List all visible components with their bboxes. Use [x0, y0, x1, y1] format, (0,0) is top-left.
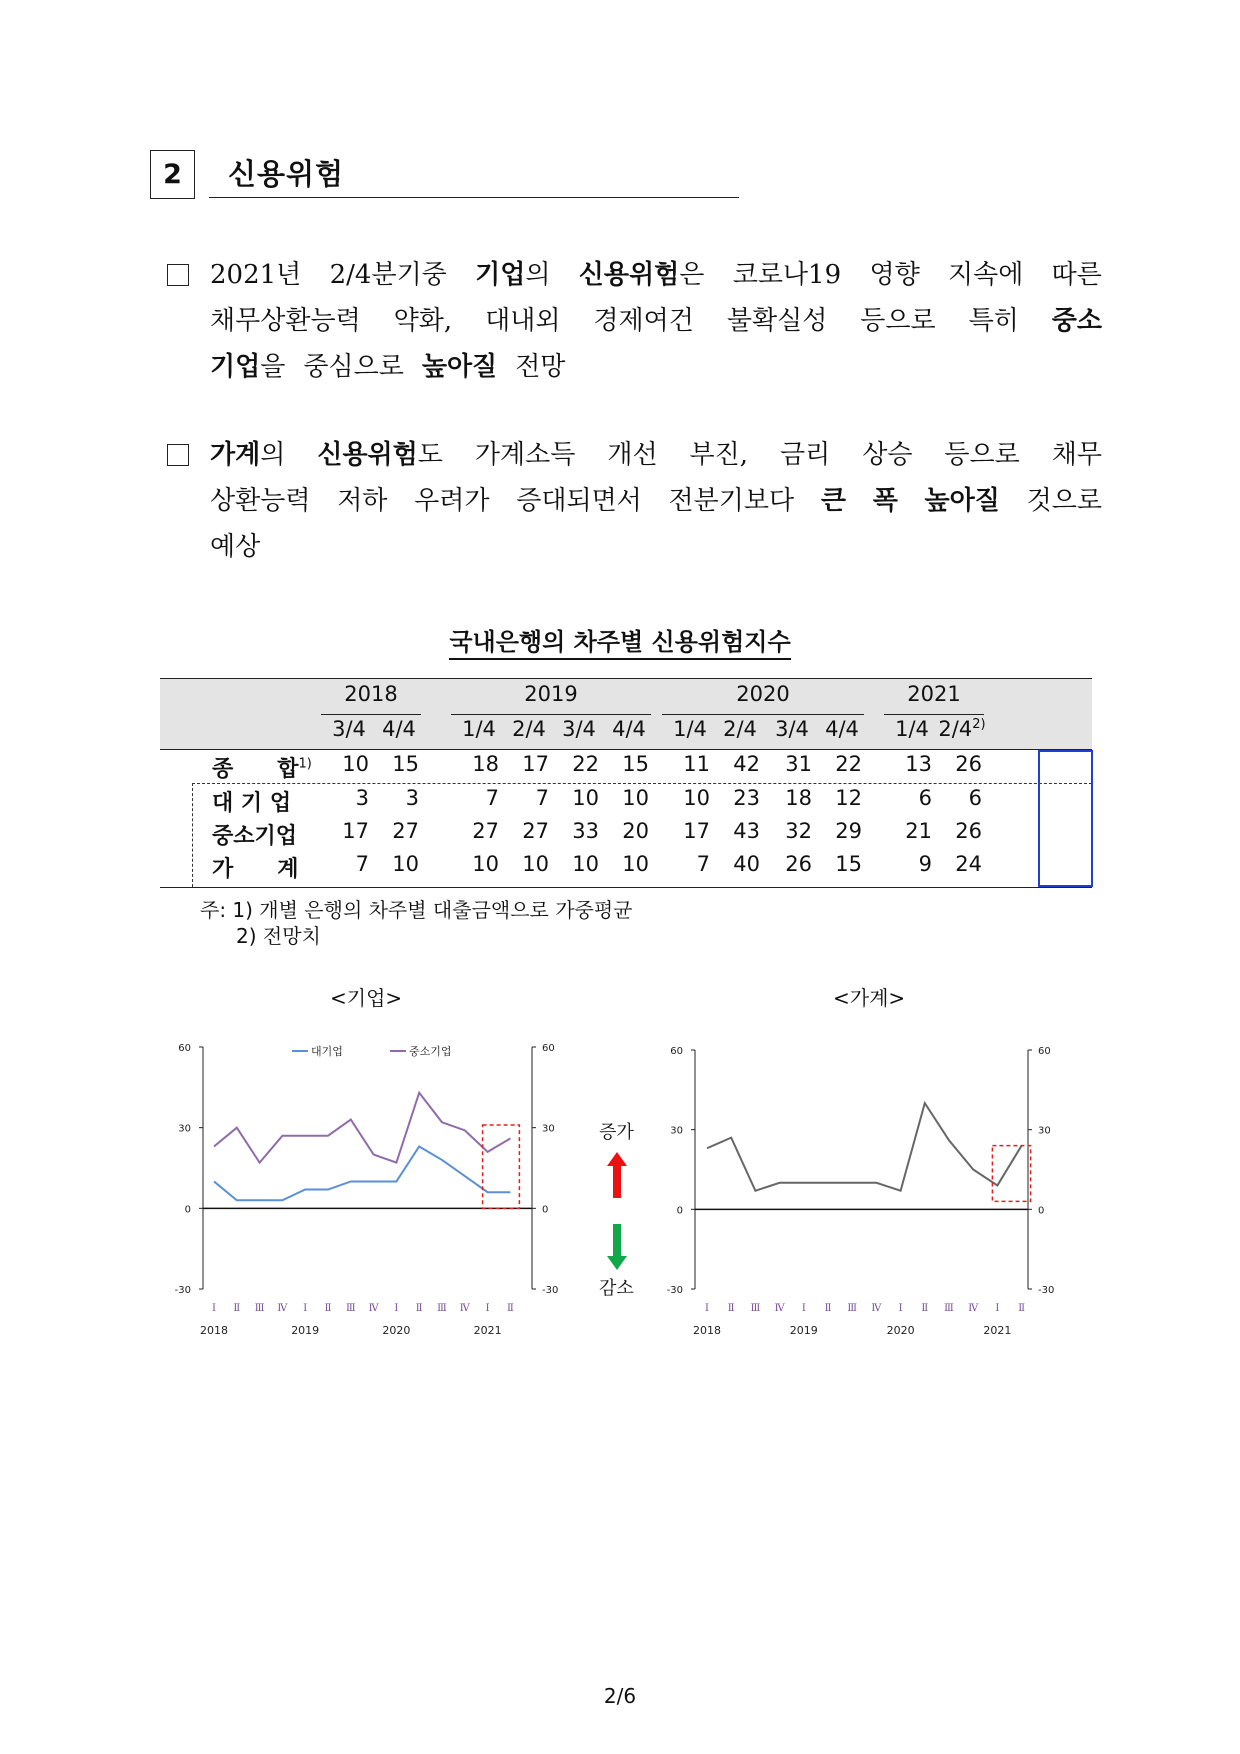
year-tick-label: 2019	[291, 1324, 320, 1337]
corporate-chart	[160, 1035, 560, 1355]
decrease-label: 감소	[599, 1278, 634, 1299]
paragraph-corporate	[167, 252, 1102, 390]
forecast-highlight-box	[1038, 750, 1093, 887]
paragraph-word: 가계의	[210, 440, 286, 470]
table-cell: 13	[905, 752, 932, 776]
quarter-header: 2/4	[512, 717, 546, 741]
series-line-household	[707, 1103, 1022, 1191]
quarter-tick-label: Ⅰ	[705, 1303, 709, 1314]
y-tick-label-right: 60	[542, 1043, 555, 1054]
table-cell: 15	[392, 752, 419, 776]
paragraph-word: 우려가	[414, 486, 490, 516]
table-cell: 27	[522, 819, 549, 843]
paragraph-word: 폭	[872, 486, 898, 516]
quarter-header: 4/4	[825, 717, 859, 741]
quarter-tick-label: Ⅰ	[303, 1303, 308, 1314]
table-note-1: 주: 1) 개별 은행의 차주별 대출금액으로 가중평균	[200, 898, 633, 922]
paragraph-word: 경제여건	[593, 306, 694, 336]
table-cell: 17	[683, 819, 710, 843]
paragraph-word: 금리	[780, 440, 831, 470]
quarter-tick-label: Ⅰ	[801, 1303, 806, 1314]
table-cell: 7	[696, 852, 710, 876]
table-cell: 3	[355, 786, 369, 810]
table-cell: 43	[733, 819, 760, 843]
y-tick-label-right: 0	[542, 1204, 549, 1216]
row-label: 종 합$^{1)}$	[212, 756, 312, 782]
paragraph-word: 대내외	[485, 306, 561, 336]
paragraph-word: 부진,	[689, 440, 749, 470]
y-tick-label-left: 0	[676, 1205, 683, 1217]
table-cell: 23	[733, 786, 760, 810]
chart-title-corporate: <기업>	[330, 986, 403, 1010]
quarter-header: 2/4$^{2)}$	[938, 717, 986, 741]
year-tick-label: 2021	[983, 1324, 1012, 1337]
table-cell: 6	[918, 786, 932, 810]
table-cell: 33	[572, 819, 599, 843]
paragraph-word: 코로나19	[732, 260, 842, 290]
paragraph-word: 영향	[869, 260, 920, 290]
table-cell: 10	[683, 786, 710, 810]
table-cell: 10	[572, 852, 599, 876]
table-cell: 21	[905, 819, 932, 843]
table-cell: 42	[733, 752, 760, 776]
paragraph-word: 채무상환능력	[210, 306, 361, 336]
paragraph-word: 상환능력	[210, 486, 311, 516]
y-tick-label-right: -30	[542, 1285, 559, 1296]
quarter-tick-label: Ⅱ	[824, 1303, 832, 1314]
table-cell: 6	[968, 786, 982, 810]
series-line-중소기업	[214, 1093, 510, 1163]
paragraph-word: 증대되면서	[516, 486, 642, 516]
quarter-tick-label: Ⅰ	[485, 1303, 490, 1314]
table-cell: 10	[392, 852, 419, 876]
quarter-tick-label: Ⅳ	[277, 1303, 288, 1314]
table-cell: 15	[835, 852, 862, 876]
paragraph-line	[167, 432, 1102, 478]
table-cell: 15	[622, 752, 649, 776]
quarter-tick-label: Ⅳ	[871, 1303, 882, 1314]
checkbox-bullet-icon	[167, 444, 189, 466]
paragraph-household	[167, 432, 1102, 570]
checkbox-bullet-icon	[167, 264, 189, 286]
table-cell: 7	[355, 852, 369, 876]
forecast-highlight-box	[992, 1146, 1030, 1202]
year-underline	[662, 714, 864, 715]
table-header-rule	[160, 749, 1092, 750]
section-underline	[209, 197, 739, 198]
table-cell: 17	[522, 752, 549, 776]
paragraph-line	[167, 524, 1102, 570]
table-cell: 27	[472, 819, 499, 843]
quarter-tick-label: Ⅳ	[459, 1303, 470, 1314]
quarter-header: 4/4	[612, 717, 646, 741]
row-label: 대 기 업	[212, 791, 292, 816]
table-cell: 10	[472, 852, 499, 876]
quarter-tick-label: Ⅱ	[415, 1303, 423, 1314]
quarter-tick-label: Ⅰ	[394, 1303, 399, 1314]
quarter-tick-label: Ⅳ	[968, 1303, 979, 1314]
table-cell: 26	[955, 819, 982, 843]
table-cell: 22	[835, 752, 862, 776]
table-note-2: 2) 전망치	[236, 924, 321, 948]
paragraph-word: 기업을	[210, 352, 286, 382]
y-tick-label-left: 30	[670, 1125, 683, 1137]
paragraph-word: 불확실성	[726, 306, 828, 336]
table-title	[0, 622, 1240, 657]
paragraph-word: 큰	[820, 486, 846, 516]
y-tick-label-left: 60	[178, 1043, 191, 1054]
table-cell: 24	[955, 852, 982, 876]
quarter-tick-label: Ⅰ	[898, 1303, 903, 1314]
year-underline	[884, 714, 984, 715]
table-bottom-rule	[160, 887, 1092, 888]
year-header: 2019	[524, 682, 578, 706]
chart-title-household: <가계>	[833, 986, 906, 1010]
table-cell: 9	[918, 852, 932, 876]
forecast-highlight-box	[483, 1125, 520, 1208]
row-label: 중소기업	[212, 824, 298, 849]
quarter-header: 4/4	[382, 717, 416, 741]
paragraph-word: 특히	[968, 306, 1019, 336]
table-cell: 10	[622, 786, 649, 810]
quarter-tick-label: Ⅲ	[750, 1303, 761, 1314]
quarter-tick-label: Ⅰ	[212, 1303, 216, 1314]
table-cell: 10	[622, 852, 649, 876]
quarter-tick-label: Ⅱ	[1018, 1303, 1025, 1314]
paragraph-word: 중소	[1051, 306, 1102, 336]
quarter-tick-label: Ⅳ	[774, 1303, 785, 1314]
table-cell: 26	[785, 852, 812, 876]
paragraph-word: 2/4분기중	[329, 260, 447, 290]
y-tick-label-left: 0	[184, 1204, 191, 1216]
table-cell: 7	[535, 786, 549, 810]
table-cell: 7	[485, 786, 499, 810]
paragraph-word: 등으로	[944, 440, 1020, 470]
quarter-tick-label: Ⅲ	[345, 1303, 356, 1314]
quarter-header: 3/4	[562, 717, 596, 741]
paragraph-line	[167, 252, 1102, 298]
year-underline	[321, 714, 421, 715]
paragraph-word: 2021년	[210, 260, 302, 290]
legend-label: 대기업	[311, 1045, 343, 1058]
quarter-tick-label: Ⅳ	[368, 1303, 379, 1314]
table-cell: 18	[472, 752, 499, 776]
paragraph-word: 예상	[210, 532, 261, 562]
paragraph-word: 높아질	[421, 352, 498, 382]
quarter-header: 3/4	[775, 717, 809, 741]
year-tick-label: 2020	[886, 1324, 915, 1337]
table-cell: 10	[572, 786, 599, 810]
paragraph-word: 채무	[1051, 440, 1102, 470]
paragraph-word: 가계소득	[474, 440, 576, 470]
table-cell: 32	[785, 819, 812, 843]
legend-label: 중소기업	[409, 1045, 452, 1058]
paragraph-word: 높아질	[924, 486, 1000, 516]
y-tick-label-right: 30	[1038, 1125, 1051, 1137]
household-chart	[655, 1040, 1075, 1355]
table-cell: 10	[522, 852, 549, 876]
table-cell: 22	[572, 752, 599, 776]
quarter-tick-label: Ⅱ	[233, 1303, 241, 1314]
year-underline	[451, 714, 651, 715]
corporate-chart-plot	[175, 1043, 559, 1337]
credit-risk-table	[160, 678, 1092, 888]
increase-label: 증가	[599, 1122, 634, 1143]
footnote-marker: 2)	[972, 717, 986, 732]
table-cell: 29	[835, 819, 862, 843]
quarter-header: 3/4	[332, 717, 366, 741]
down-arrow-icon	[605, 1222, 629, 1272]
year-tick-label: 2021	[473, 1324, 502, 1337]
series-line-대기업	[214, 1146, 510, 1200]
quarter-tick-label: Ⅲ	[847, 1303, 858, 1314]
table-cell: 10	[342, 752, 369, 776]
paragraph-word: 기업의	[475, 260, 551, 290]
table-cell: 31	[785, 752, 812, 776]
quarter-tick-label: Ⅲ	[944, 1303, 954, 1314]
paragraph-line	[167, 478, 1102, 524]
table-top-rule	[160, 678, 1092, 679]
quarter-tick-label: Ⅱ	[921, 1303, 929, 1314]
quarter-tick-label: Ⅱ	[324, 1303, 332, 1314]
paragraph-word: 신용위험은	[578, 260, 705, 290]
y-tick-label-right: 60	[1038, 1046, 1051, 1057]
y-tick-label-left: -30	[174, 1285, 191, 1296]
paragraph-word: 중심으로	[303, 352, 404, 382]
table-cell: 40	[733, 852, 760, 876]
paragraph-word: 지속에	[948, 260, 1024, 290]
quarter-tick-label: Ⅱ	[507, 1303, 514, 1314]
y-tick-label-right: 0	[1038, 1205, 1045, 1217]
paragraph-line	[167, 344, 1102, 390]
quarter-header: 2/4	[723, 717, 757, 741]
paragraph-word: 개선	[607, 440, 658, 470]
quarter-header: 1/4	[895, 717, 929, 741]
year-header: 2018	[344, 682, 398, 706]
year-tick-label: 2018	[200, 1324, 228, 1337]
quarter-tick-label: Ⅱ	[727, 1303, 735, 1314]
table-title-text: 국내은행의 차주별 신용위험지수	[449, 628, 790, 660]
paragraph-line	[167, 298, 1102, 344]
paragraph-word: 전망	[515, 352, 566, 382]
table-cell: 26	[955, 752, 982, 776]
table-cell: 17	[342, 819, 369, 843]
y-tick-label-left: 60	[670, 1046, 683, 1057]
section-number: 2	[150, 150, 195, 199]
quarter-tick-label: Ⅲ	[254, 1303, 265, 1314]
y-tick-label-right: -30	[1038, 1285, 1055, 1296]
page-number: 2/6	[603, 1684, 637, 1708]
row-label: 가 계	[212, 857, 299, 882]
quarter-header: 1/4	[673, 717, 707, 741]
table-dashed-rule	[192, 783, 1092, 784]
footnote-marker: 1)	[298, 756, 312, 772]
paragraph-word: 신용위험도	[317, 440, 443, 470]
section-title: 신용위험	[228, 157, 345, 191]
y-tick-label-left: 30	[178, 1123, 191, 1135]
quarter-tick-label: Ⅰ	[995, 1303, 1000, 1314]
paragraph-word: 것으로	[1026, 486, 1102, 516]
year-tick-label: 2020	[382, 1324, 411, 1337]
table-cell: 18	[785, 786, 812, 810]
paragraph-word: 상승	[862, 440, 913, 470]
paragraph-word: 약화,	[393, 306, 453, 336]
year-header: 2021	[907, 682, 961, 706]
table-dashed-bracket	[192, 783, 193, 887]
table-cell: 27	[392, 819, 419, 843]
table-cell: 3	[405, 786, 419, 810]
table-cell: 20	[622, 819, 649, 843]
paragraph-word: 따른	[1051, 260, 1102, 290]
table-cell: 11	[683, 752, 710, 776]
year-tick-label: 2018	[693, 1324, 721, 1337]
year-tick-label: 2019	[789, 1324, 818, 1337]
y-tick-label-left: -30	[666, 1285, 683, 1296]
y-tick-label-right: 30	[542, 1123, 555, 1135]
table-cell: 12	[835, 786, 862, 810]
year-header: 2020	[736, 682, 790, 706]
quarter-tick-label: Ⅲ	[437, 1303, 447, 1314]
quarter-header: 1/4	[462, 717, 496, 741]
paragraph-word: 전분기보다	[668, 486, 795, 516]
household-chart-plot	[667, 1046, 1055, 1337]
paragraph-word: 저하	[337, 486, 388, 516]
paragraph-word: 등으로	[860, 306, 936, 336]
up-arrow-icon	[605, 1150, 629, 1200]
